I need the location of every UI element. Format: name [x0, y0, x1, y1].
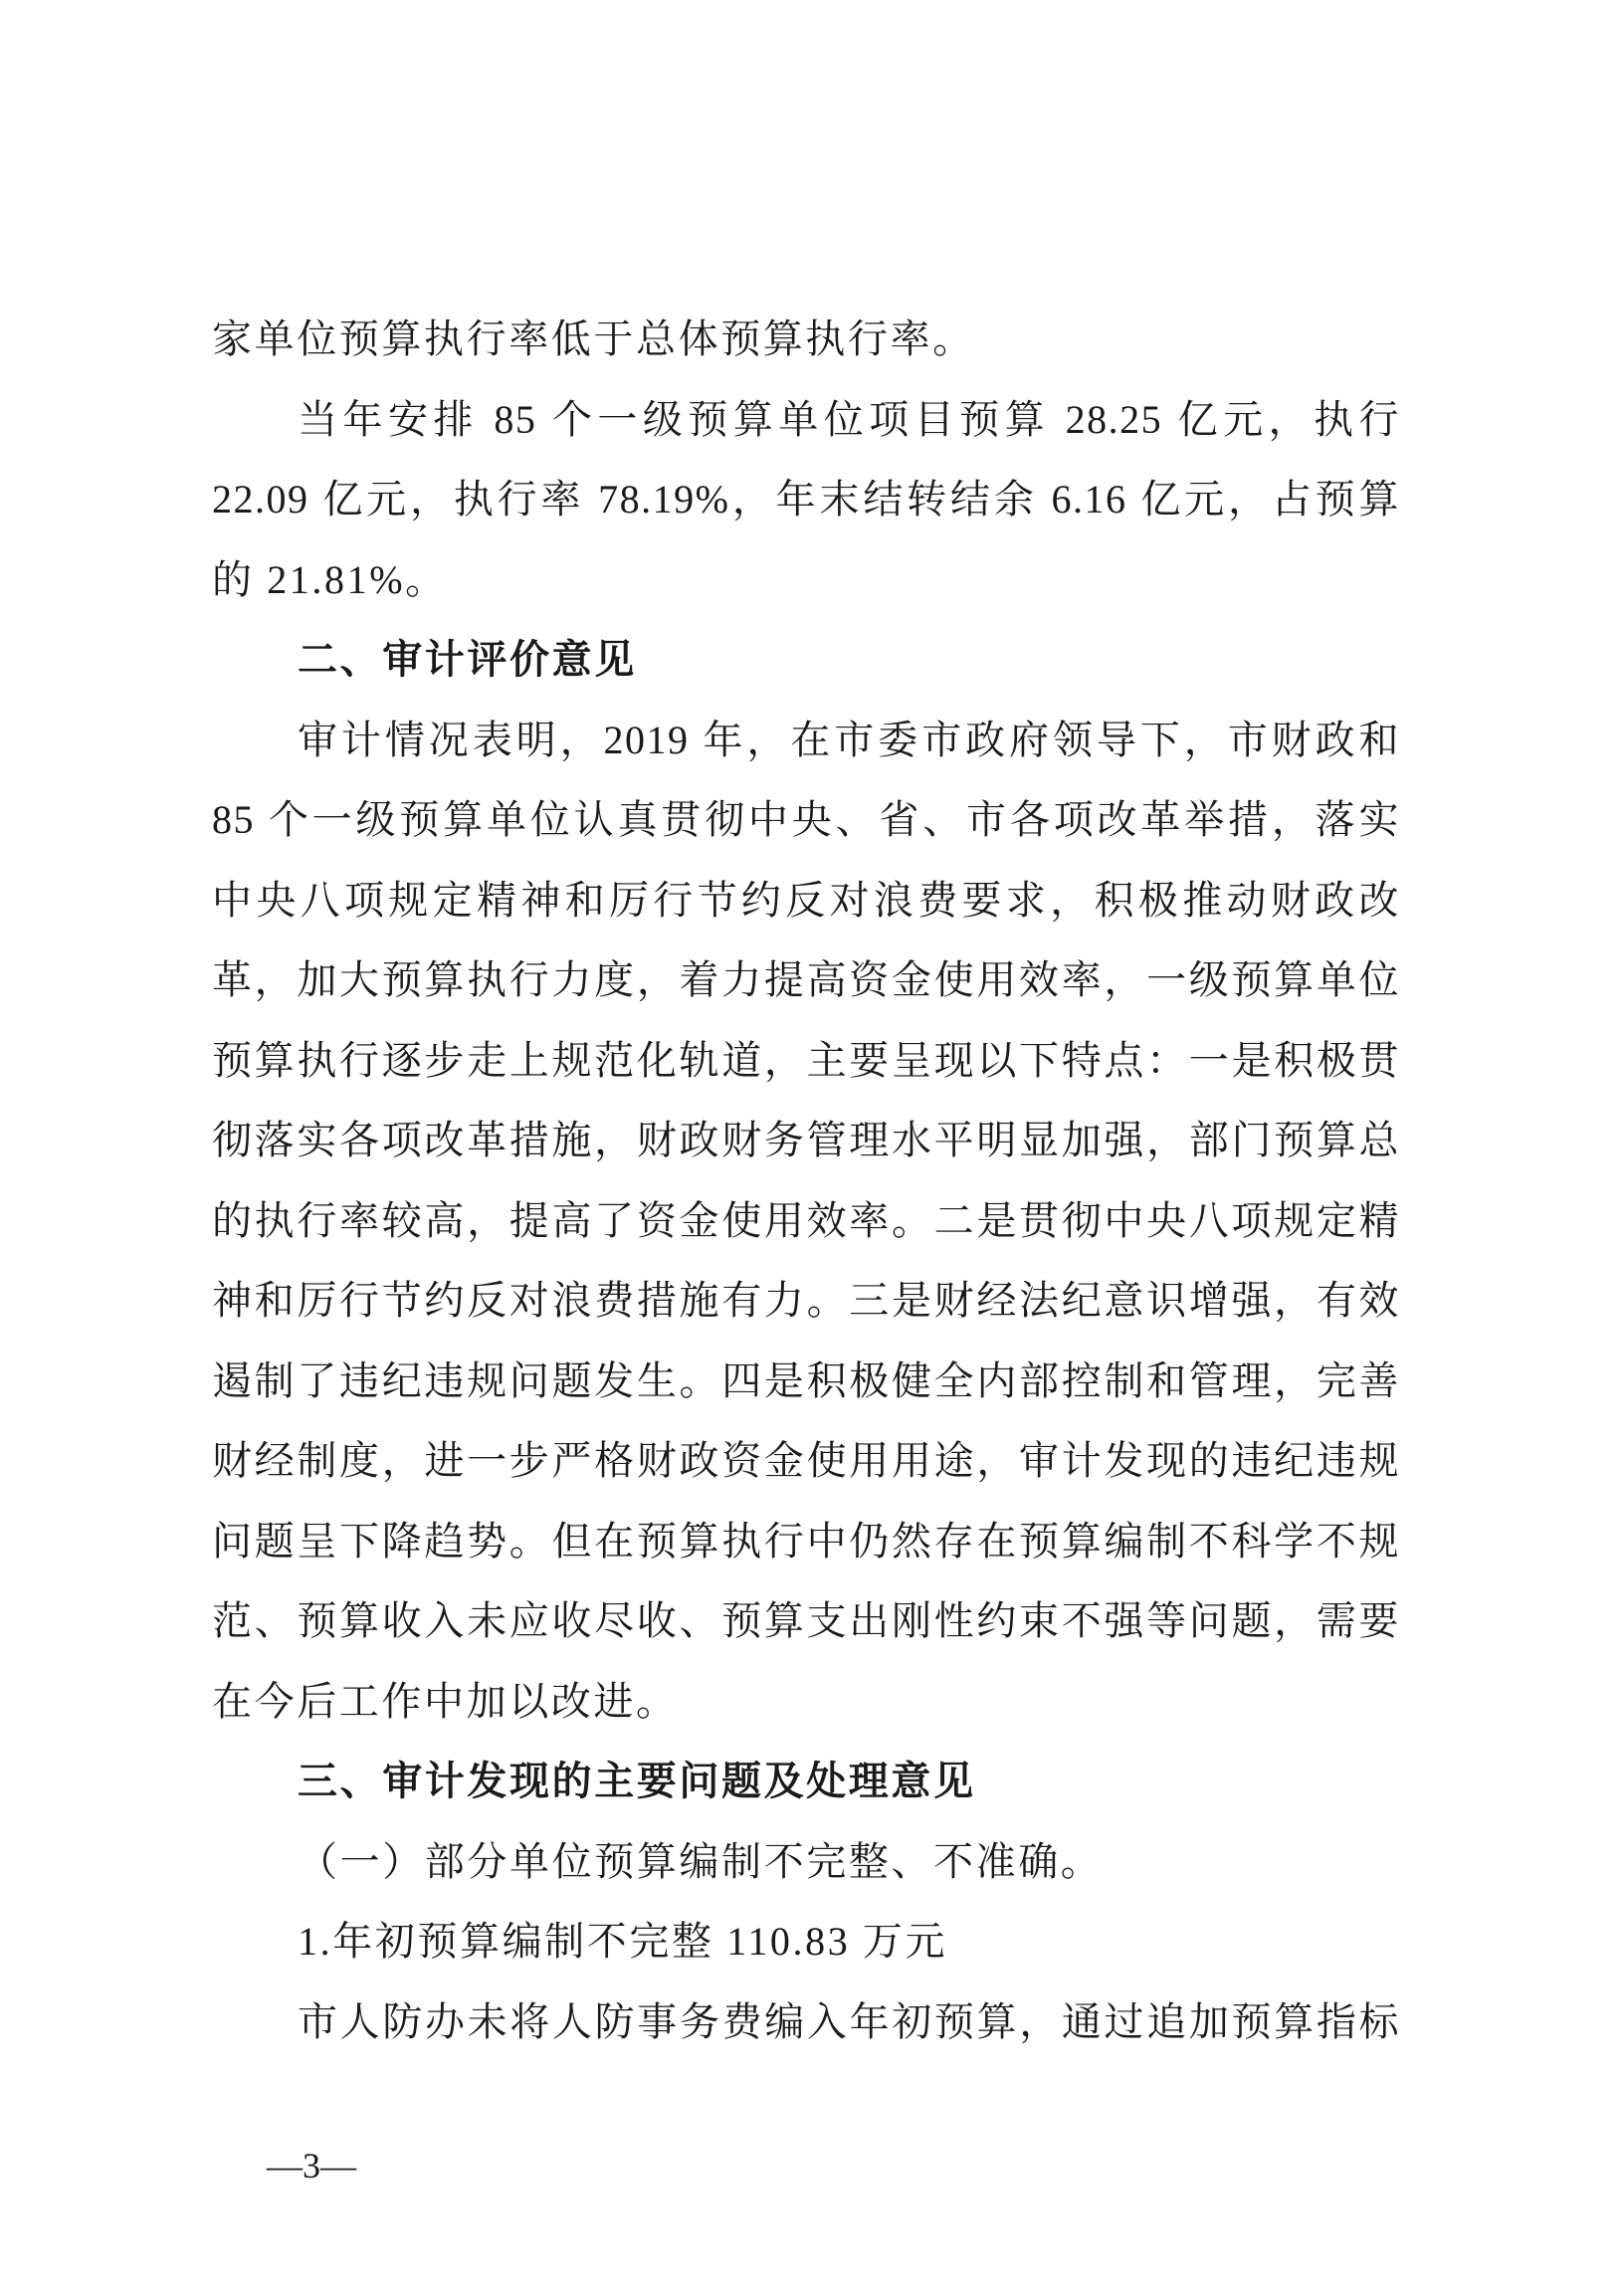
text-line: 财经制度，进一步严格财政资金使用用途，审计发现的违纪违规	[212, 1438, 1400, 1483]
paragraph	[212, 300, 1400, 380]
text-line: 范、预算收入未应收尽收、预算支出刚性约束不强等问题，需要	[212, 1598, 1400, 1643]
text-line: 审计情况表明，2019 年，在市委市政府领导下，市财政和	[298, 717, 1400, 762]
text-line: 家单位预算执行率低于总体预算执行率。	[212, 316, 975, 361]
text-line: 革，加大预算执行力度，着力提高资金使用效率，一级预算单位	[212, 957, 1400, 1002]
text-line: 市人防办未将人防事务费编入年初预算，通过追加预算指标	[298, 1998, 1400, 2044]
paragraph	[212, 701, 1400, 1743]
text-line: 当年安排 85 个一级预算单位项目预算 28.25 亿元，执行	[298, 396, 1400, 442]
page-number: —3—	[267, 2146, 356, 2186]
section-heading: 二、审计评价意见	[298, 637, 637, 683]
text-line: 遏制了违纪违规问题发生。四是积极健全内部控制和管理，完善	[212, 1357, 1400, 1403]
text-line: 彻落实各项改革措施，财政财务管理水平明显加强，部门预算总	[212, 1118, 1400, 1162]
text-line: 85 个一级预算单位认真贯彻中央、省、市各项改革举措，落实	[212, 797, 1400, 842]
text-line: 神和厉行节约反对浪费措施有力。三是财经法纪意识增强，有效	[212, 1278, 1400, 1323]
item-heading: 1.年初预算编制不完整 110.83 万元	[298, 1919, 948, 1964]
text-line: 在今后工作中加以改进。	[212, 1678, 679, 1724]
text-line: 中央八项规定精神和厉行节约反对浪费要求，积极推动财政改	[212, 877, 1400, 923]
text-line: 22.09 亿元，执行率 78.19%，年末结转结余 6.16 亿元，占预算	[212, 477, 1400, 521]
text-line: 的执行率较高，提高了资金使用效率。二是贯彻中央八项规定精	[212, 1197, 1400, 1243]
text-line: 预算执行逐步走上规范化轨道，主要呈现以下特点：一是积极贯	[212, 1037, 1400, 1083]
subsection-heading: （一）部分单位预算编制不完整、不准确。	[298, 1838, 1104, 1884]
body-text	[212, 300, 1400, 2062]
text-line: 的 21.81%。	[212, 556, 448, 602]
text-line: 问题呈下降趋势。但在预算执行中仍然存在预算编制不科学不规	[212, 1518, 1400, 1563]
paragraph	[212, 380, 1400, 621]
section-heading: 三、审计发现的主要问题及处理意见	[298, 1759, 976, 1804]
paragraph	[212, 1982, 1400, 2063]
